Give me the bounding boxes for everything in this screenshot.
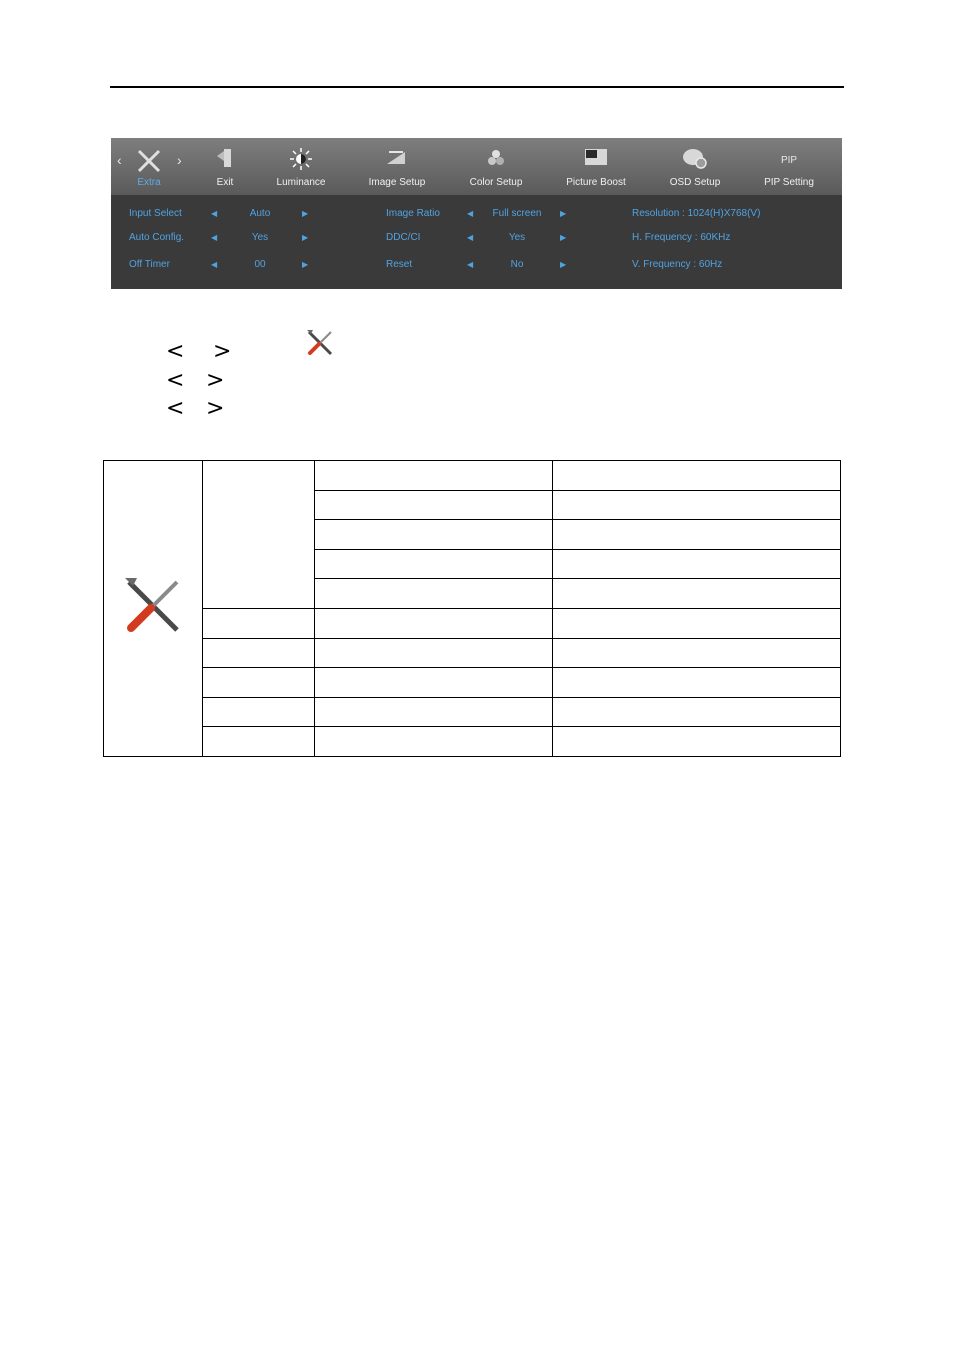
table-cell — [203, 638, 315, 668]
tab-luminance[interactable] — [269, 138, 333, 195]
tab-label: Luminance — [276, 177, 326, 188]
osd-menu — [111, 138, 842, 289]
table-cell — [553, 490, 841, 520]
image-ratio-left-arrow-icon[interactable]: ◀ — [467, 209, 474, 218]
h-frequency-info: H. Frequency : 60KHz — [632, 232, 731, 243]
picture-boost-icon — [584, 148, 608, 166]
tools-icon — [121, 574, 185, 638]
reset-value: No — [510, 259, 524, 270]
table-cell — [315, 490, 553, 520]
left-chevron-icon: < — [166, 368, 185, 393]
table-cell — [315, 520, 553, 550]
auto-config-value: Yes — [251, 232, 269, 243]
table-cell — [315, 549, 553, 579]
image-ratio-right-arrow-icon[interactable]: ▶ — [560, 209, 567, 218]
tab-label: Exit — [216, 177, 234, 188]
table-cell — [553, 520, 841, 550]
table-cell — [553, 638, 841, 668]
table-cell — [315, 727, 553, 757]
tab-label: Color Setup — [469, 177, 523, 188]
osd-tab-bar — [111, 138, 842, 195]
table-cell — [203, 461, 315, 609]
reset-right-arrow-icon[interactable]: ▶ — [560, 260, 567, 269]
tab-label: Image Setup — [368, 177, 426, 188]
reset-label[interactable]: Reset — [386, 259, 413, 270]
tab-label: OSD Setup — [669, 177, 721, 188]
table-cell — [553, 461, 841, 491]
exit-icon — [216, 148, 234, 168]
table-cell — [553, 668, 841, 698]
tools-icon — [136, 148, 162, 174]
tab-osd-setup[interactable] — [661, 138, 729, 195]
tab-next-arrow-icon[interactable]: › — [177, 152, 182, 168]
table-cell — [315, 668, 553, 698]
reset-left-arrow-icon[interactable]: ◀ — [467, 260, 474, 269]
tab-pip-setting[interactable] — [757, 138, 821, 195]
v-frequency-info: V. Frequency : 60Hz — [632, 259, 723, 270]
table-cell — [553, 579, 841, 609]
auto-config-right-arrow-icon[interactable]: ▶ — [302, 233, 309, 242]
table-cell — [315, 638, 553, 668]
left-chevron-icon: < — [166, 339, 185, 364]
ddc-ci-right-arrow-icon[interactable]: ▶ — [560, 233, 567, 242]
color-setup-icon — [486, 148, 506, 168]
ddc-ci-value: Yes — [508, 232, 526, 243]
input-select-value: Auto — [249, 208, 271, 219]
tab-label: PIP Setting — [764, 177, 814, 188]
tab-label: Extra — [137, 177, 161, 188]
table-cell — [203, 697, 315, 727]
table-row — [104, 727, 841, 757]
auto-config-label[interactable]: Auto Config. — [129, 232, 185, 243]
input-select-right-arrow-icon[interactable]: ▶ — [302, 209, 309, 218]
resolution-info: Resolution : 1024(H)X768(V) — [632, 208, 761, 219]
table-cell — [553, 727, 841, 757]
pip-icon: PIP — [780, 155, 798, 166]
table-cell — [553, 608, 841, 638]
ddc-ci-label[interactable]: DDC/CI — [386, 232, 421, 243]
off-timer-right-arrow-icon[interactable]: ▶ — [302, 260, 309, 269]
off-timer-left-arrow-icon[interactable]: ◀ — [211, 260, 218, 269]
right-chevron-icon: > — [213, 339, 232, 364]
table-cell — [203, 608, 315, 638]
tab-prev-arrow-icon[interactable]: ‹ — [117, 152, 122, 168]
table-row — [104, 668, 841, 698]
header-rule — [110, 86, 844, 88]
table-cell — [203, 727, 315, 757]
table-cell — [203, 668, 315, 698]
right-chevron-icon: > — [206, 396, 225, 421]
off-timer-value: 00 — [254, 259, 266, 270]
osd-setup-icon — [682, 148, 708, 170]
tab-image-setup[interactable] — [361, 138, 433, 195]
table-cell — [315, 579, 553, 609]
table-icon-cell — [104, 461, 203, 757]
tab-picture-boost[interactable] — [559, 138, 633, 195]
table-row — [104, 608, 841, 638]
table-cell — [315, 697, 553, 727]
tab-label: Picture Boost — [566, 177, 626, 188]
table-cell — [315, 461, 553, 491]
table-cell — [315, 608, 553, 638]
tools-icon — [305, 328, 335, 358]
auto-config-left-arrow-icon[interactable]: ◀ — [211, 233, 218, 242]
tab-exit[interactable] — [205, 138, 245, 195]
image-ratio-value: Full screen — [492, 208, 542, 219]
ddc-ci-left-arrow-icon[interactable]: ◀ — [467, 233, 474, 242]
table-cell — [553, 549, 841, 579]
right-chevron-icon: > — [206, 368, 225, 393]
input-select-label[interactable]: Input Select — [129, 208, 182, 219]
table-cell — [553, 697, 841, 727]
table-row — [104, 697, 841, 727]
extra-menu-table — [103, 460, 841, 757]
table-row — [104, 638, 841, 668]
table-row — [104, 461, 841, 491]
input-select-left-arrow-icon[interactable]: ◀ — [211, 209, 218, 218]
image-ratio-label[interactable]: Image Ratio — [386, 208, 440, 219]
sun-icon — [290, 148, 312, 170]
left-chevron-icon: < — [166, 396, 185, 421]
image-setup-icon — [385, 148, 409, 168]
tab-color-setup[interactable] — [461, 138, 531, 195]
tab-extra[interactable] — [123, 138, 175, 195]
off-timer-label[interactable]: Off Timer — [129, 259, 170, 270]
